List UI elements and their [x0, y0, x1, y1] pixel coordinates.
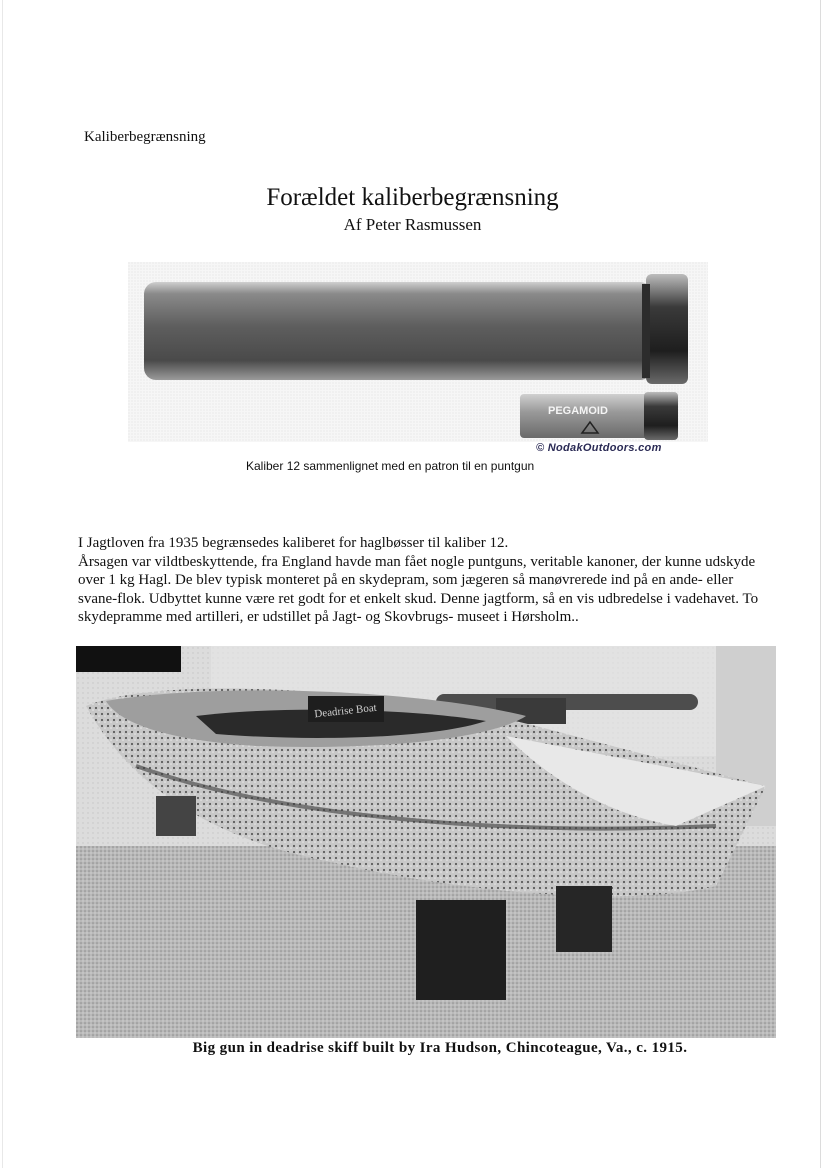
puntgun-boat-photo	[76, 646, 776, 1038]
page-left-edge	[2, 0, 3, 1168]
large-cartridge-body	[144, 282, 652, 380]
article-author: Af Peter Rasmussen	[343, 215, 482, 234]
figure1-caption: Kaliber 12 sammenlignet med en patron til en puntgun	[246, 459, 535, 473]
figure2-caption: Big gun in deadrise skiff built by Ira Hudson, Chincoteague, Va., c. 1915.	[192, 1040, 688, 1056]
photo-watermark: © NodakOutdoors.com	[536, 442, 662, 454]
page-header: Kaliberbegrænsning	[84, 129, 206, 145]
cartridge-comparison-photo	[128, 262, 708, 457]
body-paragraph-2: Årsagen var vildtbeskyttende, fra England havde man fået nogle puntguns, veritable kanoner, der kunne udskyde over 1 kg Hagl. De blev typisk monteret på en skydepram, som jægeren så manøvrerede ind på en ande- eller svane-flok. Udbyttet kunne være ret godt for et enkelt skud. Denne jagtform, så en vis udbredelse i vadehavet. To skydepramme med artilleri, er udstillet på Jagt- og Skovbrugs- museet i Hørsholm..	[78, 553, 759, 626]
large-cartridge-rim	[646, 274, 688, 384]
body-paragraph-1: I Jagtloven fra 1935 begrænsedes kaliberet for haglbøsser til kaliber 12.	[78, 535, 509, 551]
article-body	[78, 534, 768, 627]
page-right-edge	[820, 0, 821, 1168]
small-cartridge-rim	[644, 392, 678, 440]
cartridge-label: PEGAMOID	[548, 405, 608, 417]
boat-stand	[416, 900, 506, 1000]
boat-sign-text: Deadrise Boat	[313, 701, 378, 721]
article-title: Forældet kaliberbegrænsning	[266, 184, 559, 211]
